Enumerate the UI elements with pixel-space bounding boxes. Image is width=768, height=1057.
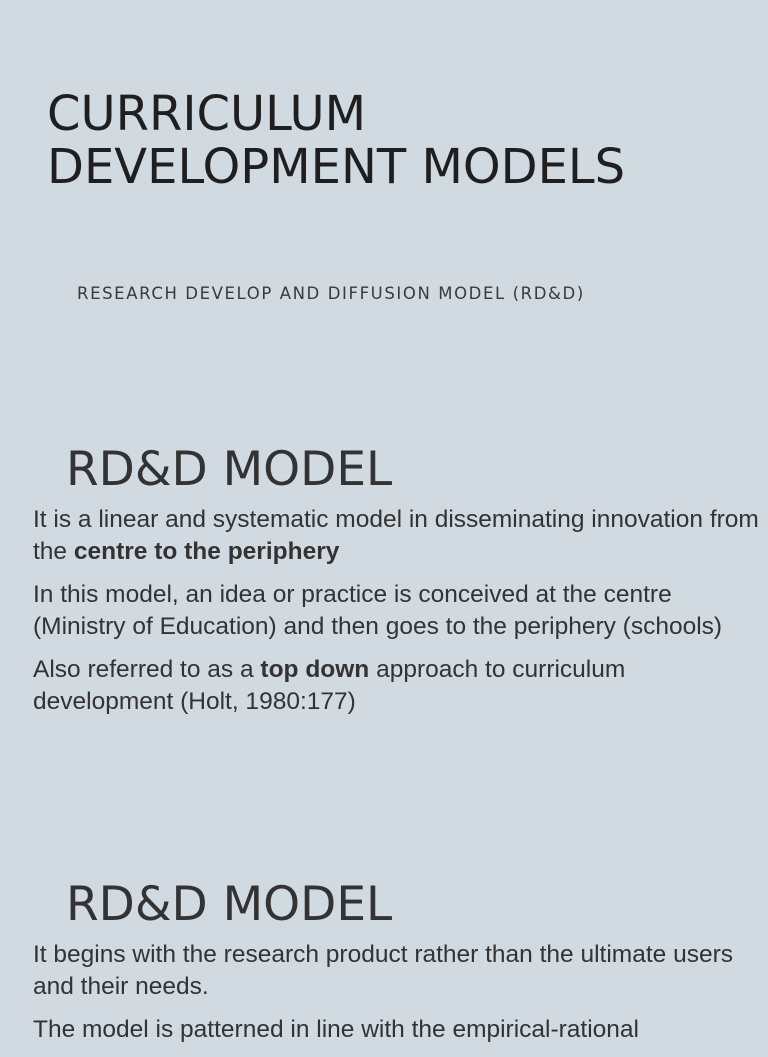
bullet-item — [33, 579, 763, 643]
bullet-text: It is a linear and systematic model in disseminating innovation from the — [33, 506, 759, 565]
title-line-1: CURRICULUM — [47, 86, 367, 142]
bullet-item — [33, 939, 763, 1003]
bullet-list — [33, 939, 763, 1057]
bullet-text: The model is patterned in line with the empirical-rational — [33, 1016, 639, 1043]
bullet-bold-text: centre to the periphery — [73, 538, 340, 565]
bullet-text: approach to curriculum development (Holt, 1980:177) — [33, 656, 626, 715]
slide-heading: RD&D MODEL — [66, 877, 393, 932]
bullet-text: It begins with the research product rather than the ultimate users and their needs. — [33, 941, 733, 1000]
bullet-list — [33, 504, 763, 729]
content-slide-rdd-1 — [0, 420, 768, 830]
bullet-item — [33, 504, 763, 568]
bullet-item — [33, 1014, 763, 1046]
bullet-bold-text: top down — [260, 656, 370, 683]
presentation-title — [47, 88, 625, 194]
title-slide — [0, 0, 768, 400]
content-slide-rdd-2 — [0, 855, 768, 1043]
bullet-item — [33, 654, 763, 718]
slide-heading: RD&D MODEL — [66, 442, 393, 497]
bullet-text: Also referred to as a — [33, 656, 261, 683]
bullet-text: In this model, an idea or practice is conceived at the centre (Ministry of Education) and then goes to the periphery (schools) — [33, 581, 723, 640]
title-line-2: DEVELOPMENT MODELS — [47, 139, 626, 195]
presentation-subtitle: RESEARCH DEVELOP AND DIFFUSION MODEL (RD&D) — [77, 284, 585, 303]
